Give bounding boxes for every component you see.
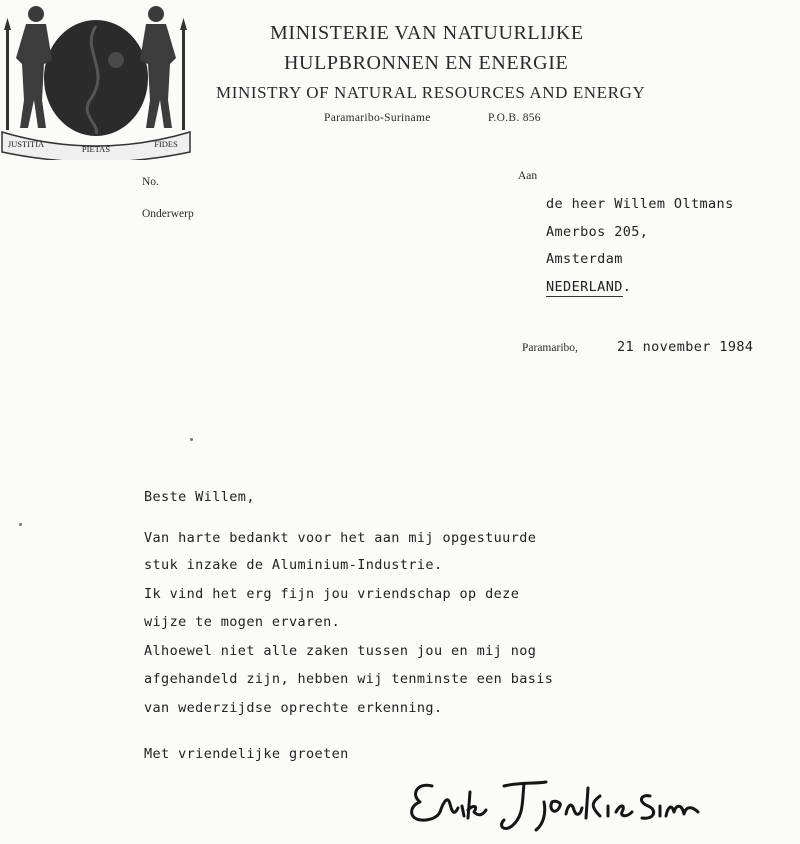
body-line: afgehandeld zijn, hebben wij tenminste een basis bbox=[144, 671, 554, 687]
ministry-name-dutch-line1: MINISTERIE VAN NATUURLIJKE bbox=[270, 22, 584, 44]
paper-speck bbox=[190, 438, 193, 441]
body-line: Alhoewel niet alle zaken tussen jou en mij nog bbox=[144, 643, 537, 659]
recipient-country-punct: . bbox=[622, 279, 632, 295]
letterhead-location: Paramaribo-Suriname bbox=[324, 112, 431, 124]
body-line: wijze te mogen ervaren. bbox=[144, 614, 341, 630]
place-label: Paramaribo, bbox=[522, 342, 578, 354]
seal-motto-fides: FIDES bbox=[154, 139, 178, 149]
recipient-country-line bbox=[546, 279, 631, 295]
recipient-country: NEDERLAND bbox=[546, 279, 623, 295]
letterhead-po-box: P.O.B. 856 bbox=[488, 112, 541, 124]
recipient-street: Amerbos 205, bbox=[546, 224, 649, 240]
body-line: van wederzijdse oprechte erkenning. bbox=[144, 700, 443, 716]
reference-number-label: No. bbox=[142, 176, 159, 188]
seal-motto-pietas: PIETAS bbox=[81, 144, 111, 154]
recipient-label: Aan bbox=[518, 170, 538, 182]
salutation: Beste Willem, bbox=[144, 489, 255, 505]
subject-label: Onderwerp bbox=[142, 208, 194, 220]
body-line: Ik vind het erg fijn jou vriendschap op deze bbox=[144, 586, 520, 602]
handwritten-signature bbox=[404, 772, 704, 834]
ministry-name-english: MINISTRY OF NATURAL RESOURCES AND ENERGY bbox=[216, 83, 646, 102]
body-line: Van harte bedankt voor het aan mij opgestuurde bbox=[144, 530, 537, 546]
letter-date: 21 november 1984 bbox=[617, 339, 754, 355]
seal-motto-justitia: JUSTITIA bbox=[7, 139, 45, 149]
body-line: stuk inzake de Aluminium-Industrie. bbox=[144, 557, 443, 573]
closing: Met vriendelijke groeten bbox=[144, 746, 349, 762]
paper-speck bbox=[19, 523, 22, 526]
recipient-name: de heer Willem Oltmans bbox=[546, 196, 734, 212]
recipient-city: Amsterdam bbox=[546, 251, 623, 267]
coat-of-arms-seal-icon bbox=[0, 0, 192, 160]
ministry-name-dutch-line2: HULPBRONNEN EN ENERGIE bbox=[284, 52, 569, 74]
